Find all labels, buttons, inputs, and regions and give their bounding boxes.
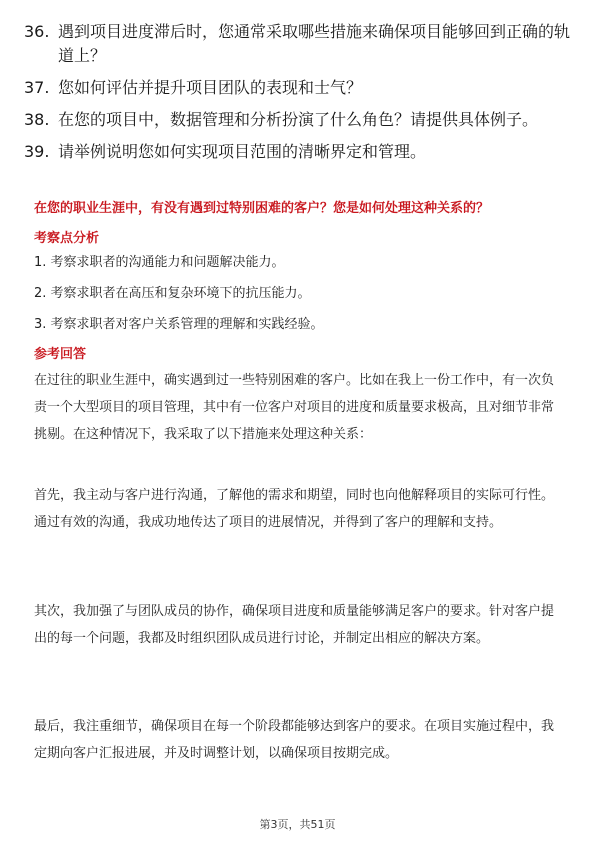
- answer-paragraph: 其次，我加强了与团队成员的协作，确保项目进度和质量能够满足客户的要求。针对客户提出的每一个问题，我都及时组织团队成员进行讨论，并制定出相应的解决方案。: [34, 604, 555, 646]
- question-number: 39.: [24, 142, 50, 161]
- featured-question: 在您的职业生涯中，有没有遇到过特别困难的客户？您是如何处理这种关系的？: [34, 201, 490, 216]
- answer-paragraph: 最后，我注重细节，确保项目在每一个阶段都能够达到客户的要求。在项目实施过程中，我定期向客户汇报进展，并及时调整计划，以确保项目按期完成。: [34, 719, 555, 761]
- question-list: [24, 20, 574, 172]
- question-text: 在您的项目中，数据管理和分析扮演了什么角色？请提供具体例子。: [58, 110, 539, 129]
- question-text: 您如何评估并提升项目团队的表现和士气？: [58, 78, 363, 97]
- answer-paragraph: 首先，我主动与客户进行沟通，了解他的需求和期望，同时也向他解释项目的实际可行性。通过有效的沟通，我成功地传达了项目的进展情况，并得到了客户的理解和支持。: [34, 488, 555, 530]
- analysis-point: 1. 考察求职者的沟通能力和问题解决能力。: [34, 255, 285, 270]
- analysis-heading: 考察点分析: [34, 231, 100, 246]
- page-footer: 第3页，共51页: [259, 818, 336, 831]
- question-item: [24, 140, 574, 164]
- answer-heading: 参考回答: [34, 347, 87, 362]
- question-item: [24, 20, 574, 68]
- question-text: 遇到项目进度滞后时，您通常采取哪些措施来确保项目能够回到正确的轨道上？: [58, 22, 571, 65]
- analysis-point: 2. 考察求职者在高压和复杂环境下的抗压能力。: [34, 286, 311, 301]
- question-number: 36.: [24, 22, 50, 41]
- answer-paragraph: 在过往的职业生涯中，确实遇到过一些特别困难的客户。比如在我上一份工作中，有一次负责一个大型项目的项目管理，其中有一位客户对项目的进度和质量要求极高，且对细节非常挑剔。在这种情况下，我采取了以下措施来处理这种关系：: [34, 373, 555, 442]
- analysis-point: 3. 考察求职者对客户关系管理的理解和实践经验。: [34, 317, 324, 332]
- question-item: [24, 76, 574, 100]
- question-text: 请举例说明您如何实现项目范围的清晰界定和管理。: [58, 142, 427, 161]
- question-number: 38.: [24, 110, 50, 129]
- analysis-points: [34, 253, 564, 346]
- question-number: 37.: [24, 78, 50, 97]
- question-item: [24, 108, 574, 132]
